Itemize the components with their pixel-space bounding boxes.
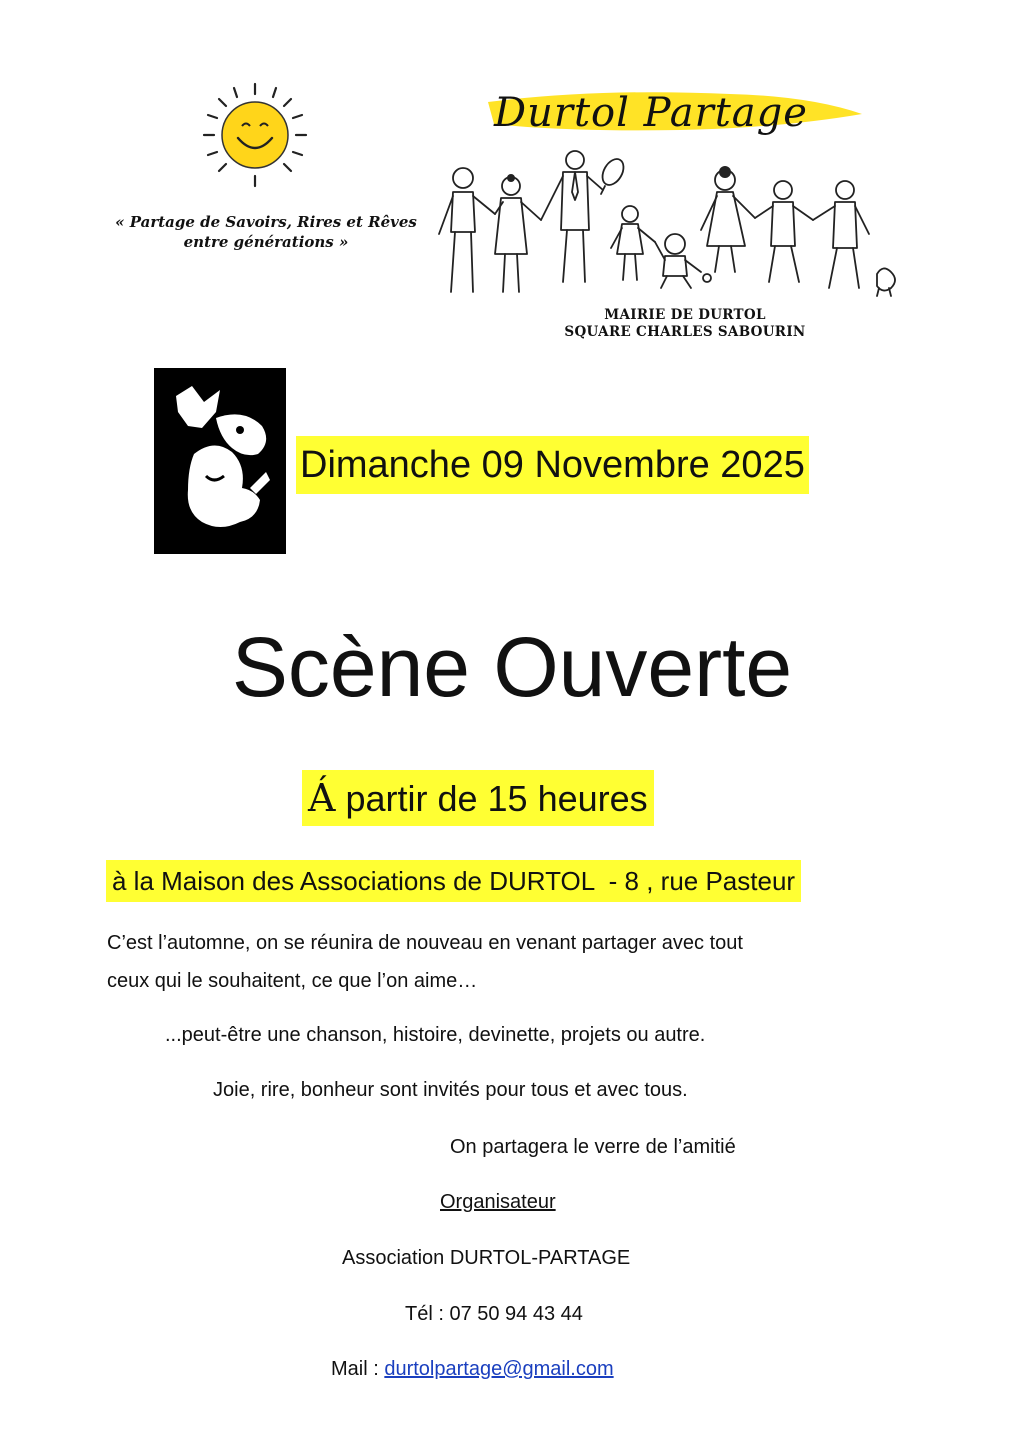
- start-time: [302, 770, 654, 826]
- tagline: « Partage de Savoirs, Rires et Rêves entre générations »: [115, 213, 417, 251]
- start-time-accent: Á: [308, 776, 336, 820]
- songs-line: ...peut-être une chanson, histoire, devinette, projets ou autre.: [165, 1024, 706, 1046]
- event-date: Dimanche 09 Novembre 2025: [296, 436, 809, 494]
- drink-line: On partagera le verre de l’amitié: [450, 1136, 736, 1158]
- organizer-phone: Tél : 07 50 94 43 44: [405, 1303, 583, 1325]
- event-title: Scène Ouverte: [231, 620, 793, 714]
- organizer-name: Association DURTOL-PARTAGE: [342, 1247, 631, 1269]
- start-time-text: partir de 15 heures: [335, 778, 648, 819]
- sun-icon: [200, 80, 310, 190]
- venue: à la Maison des Associations de DURTOL - 8 , rue Pasteur: [106, 860, 801, 902]
- organizer-mail: [331, 1352, 614, 1386]
- mail-label: Mail :: [331, 1358, 385, 1380]
- intro-line: C’est l’automne, on se réunira de nouveau en venant partager avec tout: [107, 932, 743, 954]
- intro-line: ceux qui le souhaitent, ce que l’on aime…: [107, 970, 478, 992]
- mail-link[interactable]: durtolpartage@gmail.com: [384, 1358, 614, 1380]
- mairie-address: MAIRIE DE DURTOL SQUARE CHARLES SABOURIN: [564, 307, 806, 340]
- organizer-heading: Organisateur: [440, 1191, 556, 1213]
- family-drawing-icon: [425, 142, 915, 304]
- joy-line: Joie, rire, bonheur sont invités pour tous et avec tous.: [213, 1079, 688, 1101]
- brand-title: Durtol Partage: [480, 84, 870, 144]
- clown-icon: [154, 368, 286, 554]
